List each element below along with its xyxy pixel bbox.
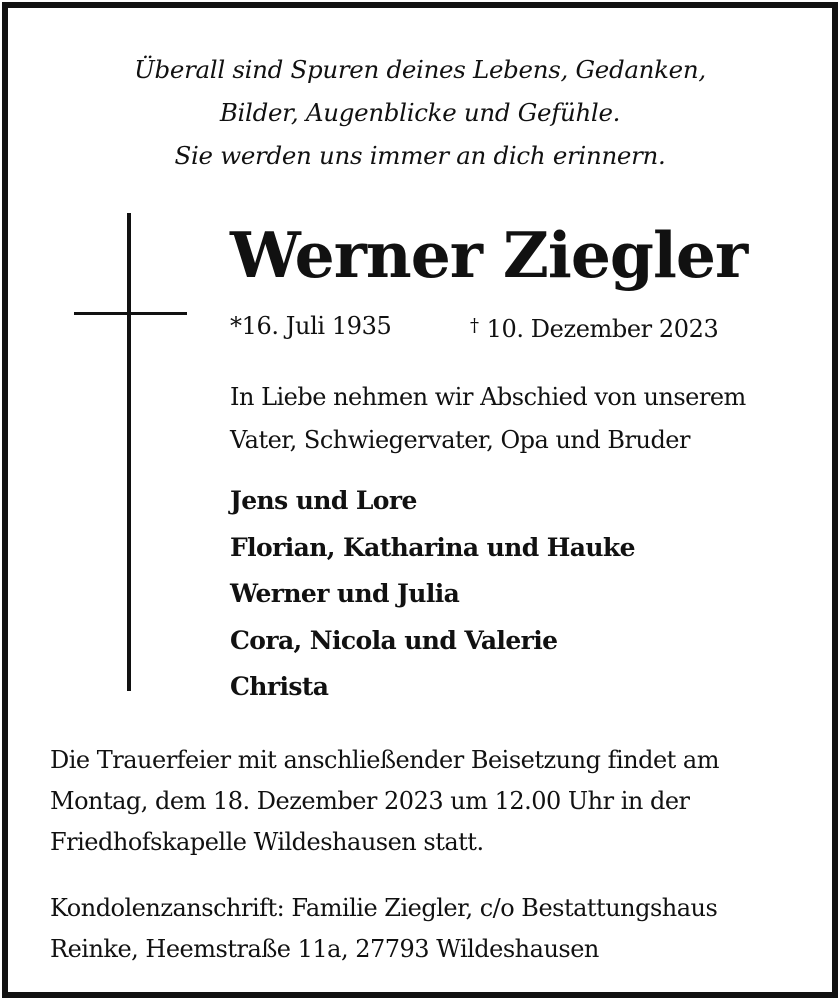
mourner-entry: Christa: [230, 672, 329, 701]
cross-icon-crossbar: [74, 312, 187, 315]
mourners-list: [230, 478, 635, 711]
mourner-entry: Jens und Lore: [230, 486, 417, 515]
birth-date: *16. Juli 1935: [230, 312, 392, 340]
death-date-group: [470, 306, 718, 349]
condolence-line: Reinke, Heemstraße 11a, 27793 Wildeshausen: [50, 935, 599, 963]
ceremony-line: Die Trauerfeier mit anschließender Beisetzung findet am: [50, 746, 719, 774]
farewell-text: [230, 376, 746, 462]
mourner-entry: Cora, Nicola und Valerie: [230, 625, 558, 655]
mourner-entry: Florian, Katharina und Hauke: [230, 532, 635, 562]
condolence-address: [50, 888, 717, 970]
death-date: 10. Dezember 2023: [486, 315, 719, 343]
farewell-line: Vater, Schwiegervater, Opa und Bruder: [230, 426, 690, 454]
condolence-line: Kondolenzanschrift: Familie Ziegler, c/o Bestattungshaus: [50, 894, 718, 922]
verse-line: Überall sind Spuren deines Lebens, Gedanken,: [134, 55, 706, 84]
obituary-frame: [2, 2, 838, 998]
dagger-icon: †: [470, 315, 479, 336]
cross-icon: [127, 213, 131, 691]
verse-line: Sie werden uns immer an dich erinnern.: [174, 141, 666, 170]
memorial-verse: [8, 48, 832, 177]
verse-line: Bilder, Augenblicke und Gefühle.: [219, 98, 621, 127]
ceremony-line: Montag, dem 18. Dezember 2023 um 12.00 Uhr in der: [50, 787, 690, 815]
mourner-entry: Werner und Julia: [230, 579, 460, 608]
funeral-ceremony-info: [50, 740, 719, 863]
ceremony-line: Friedhofskapelle Wildeshausen statt.: [50, 828, 484, 856]
farewell-line: In Liebe nehmen wir Abschied von unserem: [230, 383, 746, 411]
deceased-name: Werner Ziegler: [230, 218, 748, 292]
